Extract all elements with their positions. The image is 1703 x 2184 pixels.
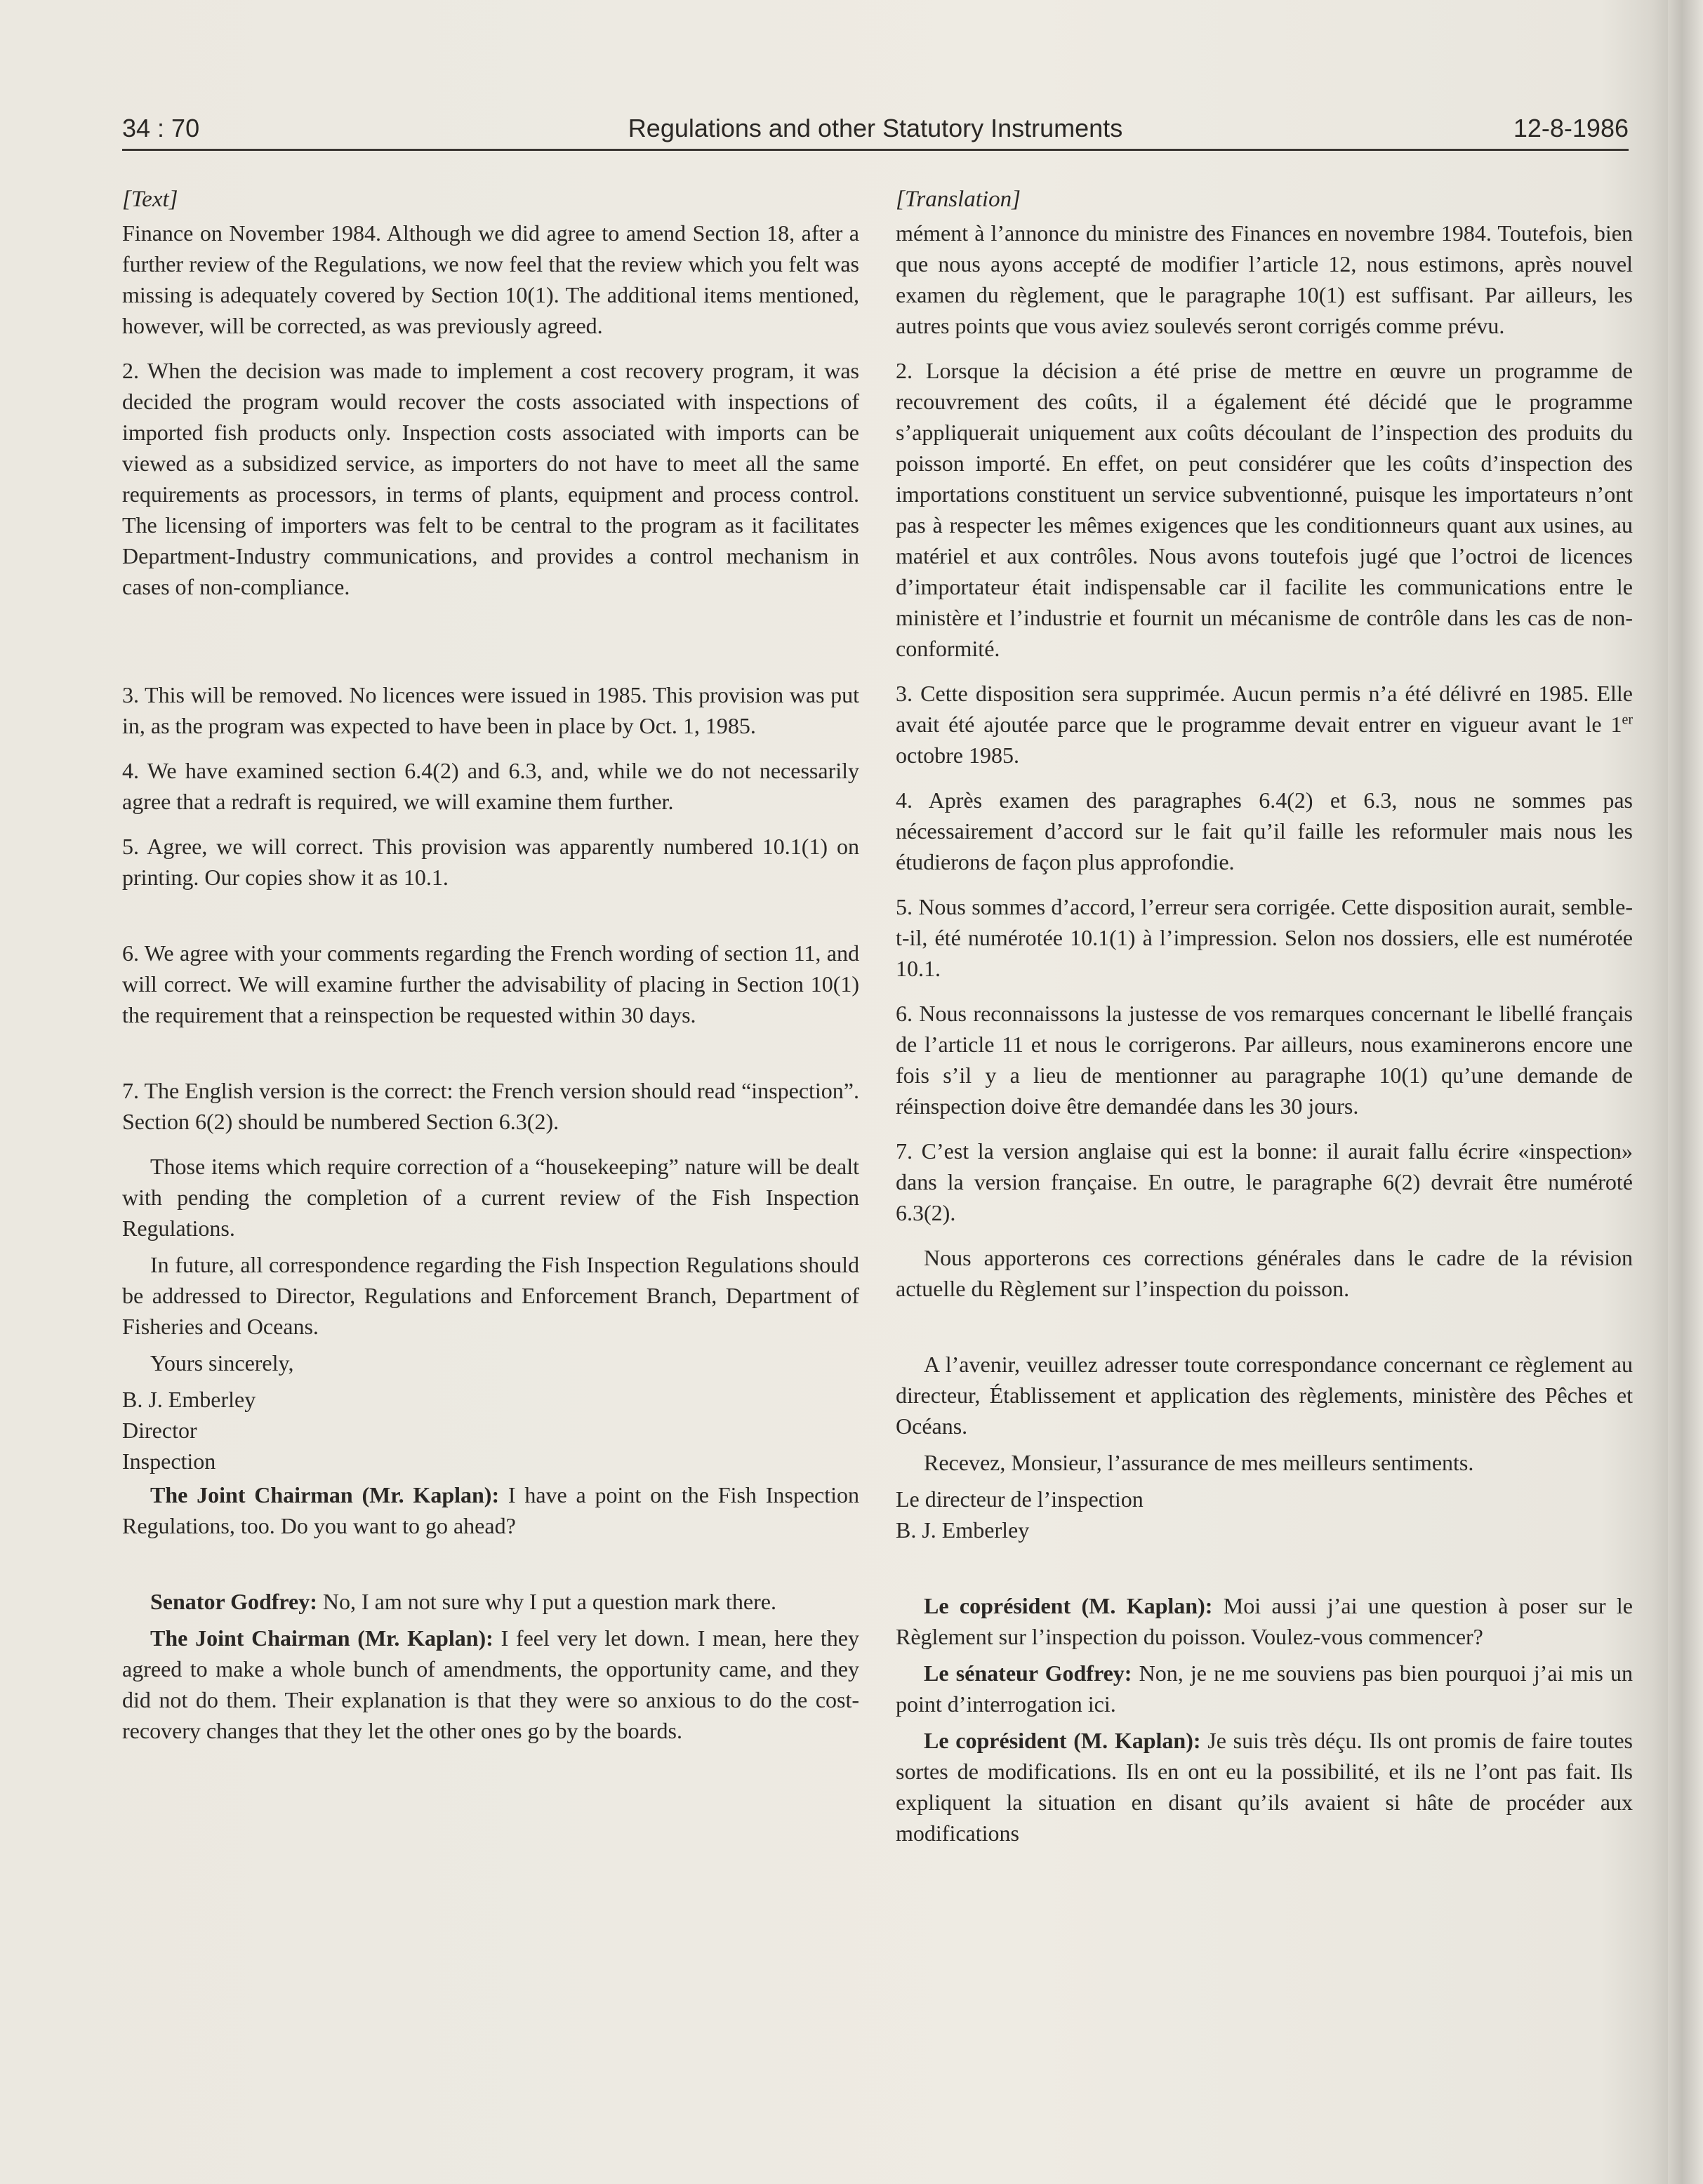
fr-paragraph-8: Nous apporterons ces corrections générales dans le cadre de la révision actuelle du Règlement sur l’inspection du poisson. bbox=[896, 1245, 1633, 1301]
en-speaker-2: Senator Godfrey: bbox=[150, 1589, 317, 1614]
en-paragraph-6: 6. We agree with your comments regarding the French wording of section 11, and will correct. We will examine further the advisability of placing in Section 10(1) the requirement that a reinspection be requested within 30 days. bbox=[122, 940, 859, 1027]
en-speech-1 bbox=[122, 1479, 859, 1541]
fr-paragraph-2: 2. Lorsque la décision a été prise de mettre en œuvre un programme de recouvrement des coûts, il a également été décidé que le programme s’appliquerait uniquement aux coûts découlant de l’inspection des produits du poisson importé. En effet, on peut considérer que les coûts d’inspection des importations constituent un service subventionné, puisque les importateurs n’ont pas à respecter les mêmes exigences que les conditionneurs quant aux usines, au matériel et aux contrôles. Nous avons toutefois jugé que l’octroi de licences d’importateur était indispensable car il facilite les communications entre le ministère et l’industrie et fournit un mécanisme de contrôle dans les cas de non-conformité. bbox=[896, 358, 1633, 661]
fr-closing: Recevez, Monsieur, l’assurance de mes meilleurs sentiments. bbox=[924, 1450, 1474, 1475]
en-paragraph-8: Those items which require correction of a “housekeeping” nature will be dealt with pending the completion of a current review of the Fish Inspection Regulations. bbox=[122, 1154, 859, 1241]
fr-paragraph-4: 4. Après examen des paragraphes 6.4(2) et 6.3, nous ne sommes pas nécessairement d’accord sur le fait qu’il faille les reformuler mais nous les étudierons de façon plus approfondie. bbox=[896, 787, 1633, 874]
en-signature-title-2: Inspection bbox=[122, 1449, 216, 1474]
en-paragraph-7: 7. The English version is the correct: the French version should read “inspection”. Section 6(2) should be numbered Section 6.3(2). bbox=[122, 1078, 859, 1134]
header-date: 12-8-1986 bbox=[1513, 114, 1629, 142]
fr-speaker-3: Le coprésident (M. Kaplan): bbox=[924, 1728, 1201, 1753]
fr-paragraph-3 bbox=[896, 678, 1633, 771]
en-closing: Yours sincerely, bbox=[150, 1350, 294, 1376]
en-paragraph-9: In future, all correspondence regarding the Fish Inspection Regulations should be addressed to Director, Regulations and Enforcement Branch, Department of Fisheries and Oceans. bbox=[122, 1252, 859, 1339]
en-paragraph-5: 5. Agree, we will correct. This provision was apparently numbered 10.1(1) on printing. Our copies show it as 10.1. bbox=[122, 834, 859, 890]
english-column bbox=[122, 184, 859, 1746]
en-paragraph-1: Finance on November 1984. Although we did agree to amend Section 18, after a further review of the Regulations, we now feel that the review which you felt was missing is adequately covered by Section 10(1). The additional items mentioned, however, will be corrected, as was previously agreed. bbox=[122, 220, 859, 338]
translation-label: [Translation] bbox=[896, 187, 1021, 212]
fr-speech-3-text: Je suis très déçu. Ils ont promis de faire toutes sortes de modifications. Ils en ont eu la possibilité, et ils ne l’ont pas fait. Ils expliquent la situation en disant qu’ils avaient si hâte de procéder aux modifications bbox=[896, 1728, 1634, 1846]
text-label: [Text] bbox=[122, 187, 178, 212]
fr-speech-2-text: Non, je ne me souviens pas bien pourquoi j’ai mis un point d’interrogation ici. bbox=[896, 1660, 1634, 1717]
fr-speech-1-text: Moi aussi j’ai une question à poser sur le Règlement sur l’inspection du poisson. Voulez-vous commencer? bbox=[896, 1593, 1634, 1649]
fr-paragraph-1: mément à l’annonce du ministre des Finances en novembre 1984. Toutefois, bien que nous ayons accepté de modifier l’article 12, nous estimons, après nouvel examen du règlement, que le paragraphe 10(1) est suffisant. Par ailleurs, les autres points que vous aviez soulevés seront corrigés comme prévu. bbox=[896, 220, 1633, 338]
en-paragraph-4: 4. We have examined section 6.4(2) and 6.3, and, while we do not necessarily agree that a redraft is required, we will examine them further. bbox=[122, 758, 859, 814]
en-speech-1-text: I have a point on the Fish Inspection Regulations, too. Do you want to go ahead? bbox=[122, 1482, 859, 1538]
fr-speaker-1: Le coprésident (M. Kaplan): bbox=[924, 1593, 1213, 1618]
page-edge bbox=[1668, 0, 1703, 2184]
fr-paragraph-6: 6. Nous reconnaissons la justesse de vos remarques concernant le libellé français de l’article 11 et nous le corrigerons. Par ailleurs, nous examinerons encore une fois s’il y a lieu de mentionner au paragraphe 10(1) qu’une demande de réinspection doive être demandée dans les 30 jours. bbox=[896, 1001, 1633, 1119]
header-title: Regulations and other Statutory Instruments bbox=[628, 114, 1123, 142]
en-speech-2-text: No, I am not sure why I put a question mark there. bbox=[317, 1589, 776, 1614]
en-speaker-1: The Joint Chairman (Mr. Kaplan): bbox=[150, 1482, 500, 1507]
fr-signature-title: Le directeur de l’inspection bbox=[896, 1486, 1144, 1512]
en-speaker-3: The Joint Chairman (Mr. Kaplan): bbox=[150, 1625, 493, 1651]
fr-paragraph-7: 7. C’est la version anglaise qui est la bonne: il aurait fallu écrire «inspection» dans la version française. En outre, le paragraphe 6(2) devrait être numéroté 6.3(2). bbox=[896, 1138, 1633, 1225]
en-speech-2 bbox=[122, 1586, 859, 1617]
fr-speech-1 bbox=[896, 1590, 1633, 1652]
page-number: 34 : 70 bbox=[122, 114, 200, 142]
fr-paragraph-3-sup: er bbox=[1622, 712, 1633, 728]
fr-paragraph-3-text: 3. Cette disposition sera supprimée. Aucun permis n’a été délivré en 1985. Elle avait été ajoutée parce que le programme devait entrer en vigueur avant le 1 bbox=[896, 681, 1633, 737]
fr-paragraph-5: 5. Nous sommes d’accord, l’erreur sera corrigée. Cette disposition aurait, semble-t-il, été numérotée 10.1(1) à l’impression. Selon nos dossiers, elle est numérotée 10.1. bbox=[896, 894, 1633, 981]
running-header bbox=[122, 114, 1629, 149]
header-rule bbox=[122, 149, 1629, 151]
fr-speech-3 bbox=[896, 1725, 1633, 1849]
en-signature-title-1: Director bbox=[122, 1418, 197, 1443]
fr-speaker-2: Le sénateur Godfrey: bbox=[924, 1660, 1132, 1686]
en-signature-name: B. J. Emberley bbox=[122, 1387, 256, 1412]
fr-paragraph-9: A l’avenir, veuillez adresser toute correspondance concernant ce règlement au directeur, Établissement et application des règlements, ministère des Pêches et Océans. bbox=[896, 1352, 1633, 1439]
french-column bbox=[896, 184, 1633, 1849]
fr-speech-2 bbox=[896, 1658, 1633, 1719]
en-paragraph-3: 3. This will be removed. No licences were issued in 1985. This provision was put in, as the program was expected to have been in place by Oct. 1, 1985. bbox=[122, 682, 859, 738]
en-speech-3 bbox=[122, 1623, 859, 1746]
fr-signature-name: B. J. Emberley bbox=[896, 1517, 1030, 1543]
fr-paragraph-3-end: octobre 1985. bbox=[896, 743, 1019, 768]
en-paragraph-2: 2. When the decision was made to implement a cost recovery program, it was decided the program would recover the costs associated with inspections of imported fish products only. Inspection costs associated with imports can be viewed as a subsidized service, as importers do not have to meet all the same requirements as processors, in terms of plants, equipment and process control. The licensing of importers was felt to be central to the program as it facilitates Department-Industry communications, and provides a control mechanism in cases of non-compliance. bbox=[122, 358, 859, 599]
en-speech-3-text: I feel very let down. I mean, here they agreed to make a whole bunch of amendments, the opportunity came, and they did not do them. Their explanation is that they were so anxious to do the cost-recovery changes that they let the other ones go by the boards. bbox=[122, 1625, 860, 1743]
